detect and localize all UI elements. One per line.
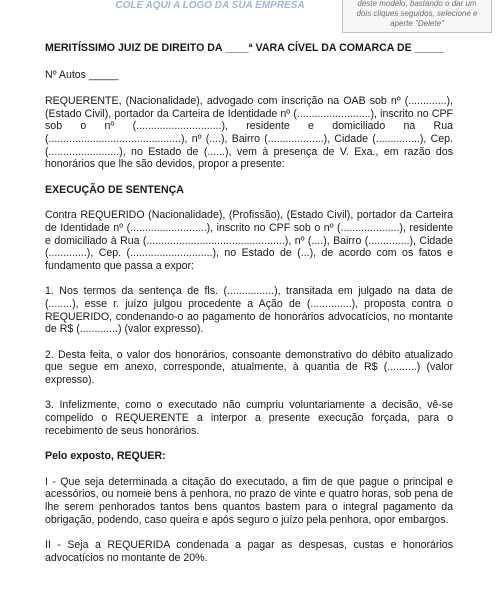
respondent-qualification: Contra REQUERIDO (Nacionalidade), (Profissão), (Estado Civil), portador da Carteira de Identidade nº (..........................), inscrito no CPF sob o nº (....................), residente e domiciliado à Rua (...............................................), nº (....), Bairro (..............), Cidade (.............), Cep. (............................), no Estado de (...), de acordo com os fatos e fundamento que passa a expor:: [45, 209, 453, 272]
plaintiff-qualification: REQUERENTE, (Nacionalidade), advogado com inscrição na OAB sob nº (.............), (Estado Civil), portador da Carteira de Identidade nº (.........................), inscrito no CPF sob o nº (.............................), residente e domiciliado na Rua (.............................................), nº (....), Bairro (...................), Cidade (...............), Cep. (........................), no Estado de (......), vem à presença de V. Exa., em razão dos honorários que lhe são devidos, propor a presente:: [45, 95, 453, 171]
request-item-1: I - Que seja determinada a citação do executado, a fim de que pague o principal e acessórios, ou nomeie bens à penhora, no prazo de vinte e quatro horas, sob pena de lhe serem penhorados tantos bens quantos bastem para o integral pagamento da obrigação, podendo, caso queira e após seguro o juízo pela penhora, opor embargos.: [45, 475, 453, 526]
paragraph-1: 1. Nos termos da sentença de fls. (................), transitada em julgado na data de (........), esse r. juízo julgou procedente a Ação de (..............), proposta contra o REQUERIDO, condenando-o ao pagamento de honorários advocatícios, no montante de R$ (.............) (valor expresso).: [45, 285, 453, 336]
document-body: [45, 42, 453, 577]
section-title: EXECUÇÃO DE SENTENÇA: [45, 183, 184, 196]
case-number-line: Nº Autos _____: [45, 68, 119, 81]
request-title: Pelo exposto, REQUER:: [45, 450, 166, 463]
document-title: MERITÍSSIMO JUIZ DE DIREITO DA ____ª VARA CÍVEL DA COMARCA DE _____: [45, 42, 445, 54]
paragraph-2: 2. Desta feita, o valor dos honorários, consoante demonstrativo do débito atualizado que segue em anexo, corresponde, atualmente, à quantia de R$ (..........) (valor expresso).: [45, 348, 453, 386]
request-item-2: II - Seja a REQUERIDA condenada a pagar as despesas, custas e honorários advocatícios no montante de 20%.: [45, 539, 453, 564]
paragraph-3: 3. Infelizmente, como o executado não cumpriu voluntariamente a decisão, vê-se compelido o REQUERENTE a interpor a presente execução forçada, para o recebimento de seus honorários.: [45, 399, 453, 437]
instruction-note: deste modelo, bastando o dar um dois cliques seguidos, selecione e aperte "Delete": [342, 0, 492, 33]
logo-placeholder-text: COLE AQUI A LOGO DA SUA EMPRESA: [115, 0, 305, 11]
